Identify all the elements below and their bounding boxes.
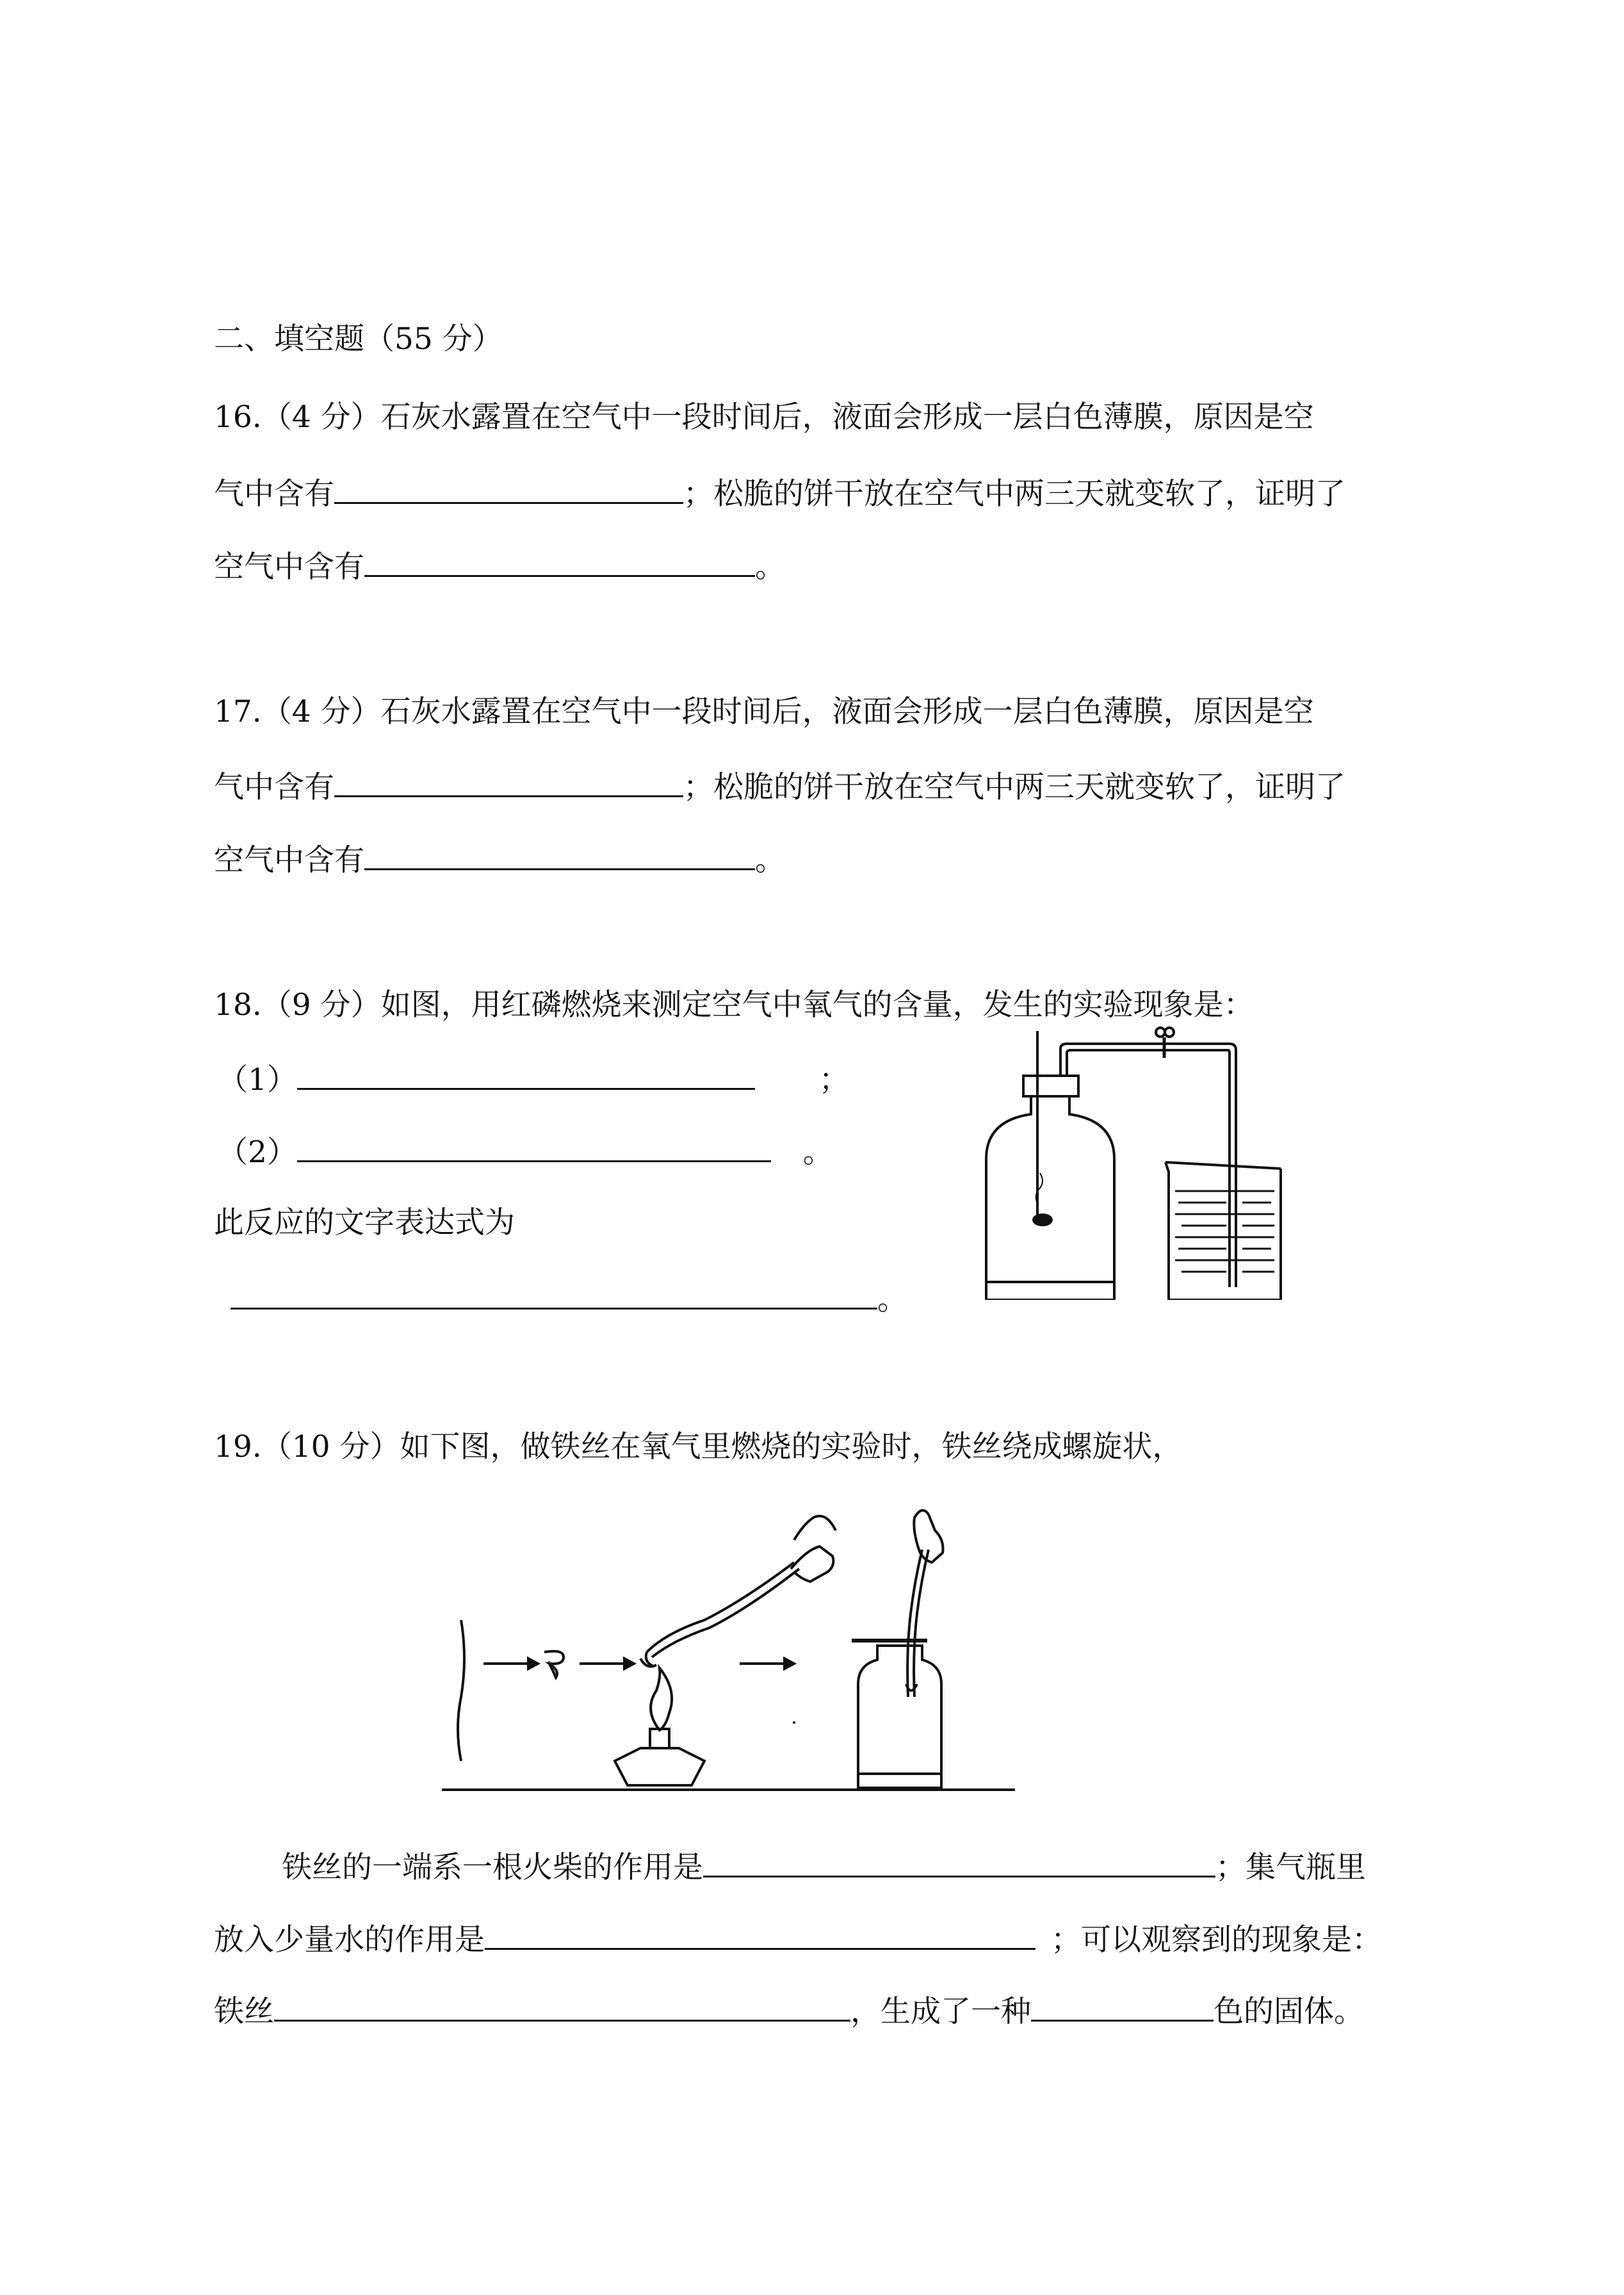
q19-p2-text-b: ；可以观察到的现象是： xyxy=(1051,1922,1382,1958)
beaker xyxy=(1165,1162,1281,1300)
q18-blank-3[interactable] xyxy=(231,1279,877,1310)
q18-expr-line xyxy=(231,1279,907,1319)
hand-left xyxy=(791,1516,836,1582)
q17-blank-1[interactable] xyxy=(334,767,683,797)
tongs-left xyxy=(647,1562,794,1652)
q19-iron-wire-figure xyxy=(435,1492,1025,1799)
gas-bottle xyxy=(986,1095,1114,1300)
q17-line2-text-a: 气中含有 xyxy=(214,770,334,805)
q17-line1: 17.（4 分）石灰水露置在空气中一段时间后，液面会形成一层白色薄膜，原因是空 xyxy=(214,694,1314,729)
beaker-water xyxy=(1175,1191,1274,1272)
q19-line1: 19.（10 分）如下图，做铁丝在氧气里燃烧的实验时，铁丝绕成螺旋状， xyxy=(214,1429,1183,1464)
q19-blank-3[interactable] xyxy=(274,1991,850,2022)
flame xyxy=(651,1668,672,1730)
q19-blank-4[interactable] xyxy=(1031,1991,1214,2022)
q17-line3-text-b: 。 xyxy=(755,843,785,878)
q16-line2-text-b: ；松脆的饼干放在空气中两三天就变软了，证明了 xyxy=(683,476,1345,512)
q18-expr-end: 。 xyxy=(877,1282,907,1317)
q18-item1-label: （1） xyxy=(218,1062,297,1098)
q16-blank-1[interactable] xyxy=(334,474,683,504)
q18-blank-1[interactable] xyxy=(297,1060,755,1090)
q19-p1-text-b: ；集气瓶里 xyxy=(1215,1850,1366,1885)
q18-line1: 18.（9 分）如图，用红磷燃烧来测定空气中氧气的含量，发生的实验现象是： xyxy=(214,987,1254,1023)
q16-line3 xyxy=(214,547,785,587)
q18-item2-label: （2） xyxy=(218,1135,297,1170)
collecting-bottle xyxy=(858,1646,941,1788)
q18-apparatus-figure xyxy=(973,1025,1306,1300)
q17-line3 xyxy=(214,840,785,880)
q18-item2 xyxy=(218,1132,833,1172)
q19-para2 xyxy=(214,1920,1382,1959)
q19-para3 xyxy=(214,1991,1364,2031)
q19-para1 xyxy=(282,1847,1366,1887)
q18-item2-end: 。 xyxy=(802,1135,833,1170)
section-title: 二、填空题（55 分） xyxy=(214,321,503,357)
q17-line2-text-b: ；松脆的饼干放在空气中两三天就变软了，证明了 xyxy=(683,770,1345,805)
q18-item1 xyxy=(218,1060,849,1099)
phosphorus-spoon xyxy=(1032,1213,1053,1226)
q19-p1-text-a: 铁丝的一端系一根火柴的作用是 xyxy=(282,1850,703,1885)
coiled-wire xyxy=(544,1651,564,1678)
q16-line1: 16.（4 分）石灰水露置在空气中一段时间后，液面会形成一层白色薄膜，原因是空 xyxy=(214,400,1314,435)
q19-blank-1[interactable] xyxy=(703,1847,1215,1877)
q17-line2 xyxy=(214,767,1345,807)
q16-line3-text-b: 。 xyxy=(755,549,785,585)
rubber-stopper xyxy=(1023,1076,1078,1096)
alcohol-lamp xyxy=(615,1748,704,1785)
q19-p3-text-a: 铁丝 xyxy=(214,1994,274,2029)
q16-line3-text-a: 空气中含有 xyxy=(214,549,364,585)
q19-p3-text-c: 色的固体。 xyxy=(1214,1994,1364,2029)
q19-blank-2[interactable] xyxy=(485,1920,1035,1950)
q16-line2-text-a: 气中含有 xyxy=(214,476,334,512)
q19-p2-text-a: 放入少量水的作用是 xyxy=(214,1922,485,1958)
q17-blank-2[interactable] xyxy=(364,840,755,870)
q16-line2 xyxy=(214,474,1345,514)
q18-item1-end: ； xyxy=(818,1062,849,1098)
q17-line3-text-a: 空气中含有 xyxy=(214,843,364,878)
q16-blank-2[interactable] xyxy=(364,547,755,577)
q18-expr-label: 此反应的文字表达式为 xyxy=(214,1205,515,1240)
q18-blank-2[interactable] xyxy=(297,1132,771,1162)
q19-p3-text-b: ，生成了一种 xyxy=(850,1994,1031,2029)
